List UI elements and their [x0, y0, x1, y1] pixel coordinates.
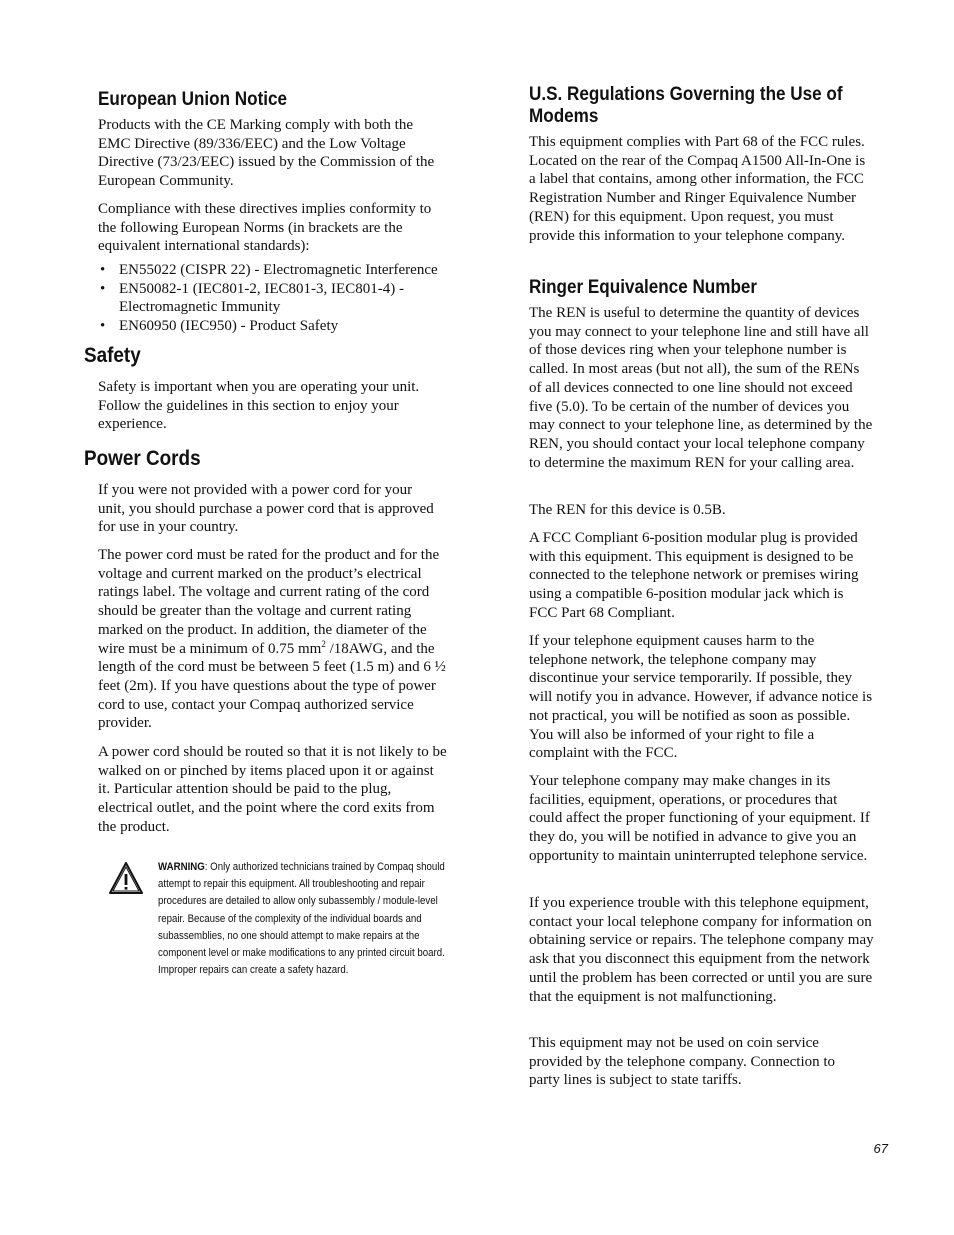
us-regulations-heading: U.S. Regulations Governing the Use of Modems: [529, 84, 843, 127]
warning-notice: WARNING: Only authorized technicians trained by Compaq should attempt to repair this equipment. All troubleshooting and repair procedures are detailed to allow only subassembly / module-level repair. Because of the complexity of the individual boards and subassemblies, no one should attempt to make repairs at the component level or make modifications to any printed circuit board. Improper repairs can create a safety hazard.: [158, 861, 445, 977]
list-item: • EN60950 (IEC950) - Product Safety: [98, 317, 458, 336]
safety-heading: Safety: [84, 344, 141, 367]
ren-para-6: If you experience trouble with this telephone equipment, contact your local telephone company for information on obtaining service or repairs. The telephone company may ask that you disconnect this equipment from the network until the problem has been corrected or until you are sure that the equipment is not malfunctioning.: [529, 895, 874, 1005]
us-regulations-para: This equipment complies with Part 68 of the FCC rules. Located on the rear of the Compaq A1500 All-In-One is a label that contains, among other information, the FCC Registration Number and Ringer Equivalence Number (REN) for this equipment. Upon request, you must provide this information to your telephone company.: [529, 134, 866, 244]
power-cords-para-2: The power cord must be rated for the product and for the voltage and current marked on the product’s electrical ratings label. The voltage and current rating of the cord should be greater than the voltage and current rating marked on the product. In addition, the diameter of the wire must be a minimum of 0.75 $mm^2$ /18AWG, and the length of the cord must be between 5 feet (1.5 m) and 6 ½ feet (2m). If you have questions about the type of power cord to use, contact your Compaq authorized service provider.: [98, 547, 446, 732]
list-item: • EN55022 (CISPR 22) - Electromagnetic Interference: [98, 261, 458, 280]
page-number: 67: [873, 1141, 888, 1156]
ren-para-5: Your telephone company may make changes in its facilities, equipment, operations, or procedures that could affect the proper functioning of your equipment. If they do, you will be notified in advance to give you an opportunity to maintain uninterrupted telephone service.: [529, 773, 870, 864]
power-cords-para-3: A power cord should be routed so that it is not likely to be walked on or pinched by items placed upon it or against it. Particular attention should be paid to the plug, electrical outlet, and the point where the cord exits from the product.: [98, 744, 447, 835]
eu-norms-list: [98, 261, 458, 336]
ren-para-2: The REN for this device is 0.5B.: [529, 502, 726, 518]
list-item: • EN50082-1 (IEC801-2, IEC801-3, IEC801-4) - Electromagnetic Immunity: [98, 280, 458, 317]
eu-notice-para-2: Compliance with these directives implies conformity to the following European Norms (in brackets are the equivalent international standards):: [98, 201, 432, 255]
ren-para-1: The REN is useful to determine the quantity of devices you may connect to your telephone line and still have all of those devices ring when your telephone number is called. In most areas (but not all), the sum of the RENs of all devices connected to one line should not exceed five (5.0). To be certain of the number of devices you may connect to your telephone line, as determined by the REN, you should contact your local telephone company to determine the maximum REN for your calling area.: [529, 305, 873, 471]
safety-para: Safety is important when you are operating your unit. Follow the guidelines in this section to enjoy your experience.: [98, 379, 420, 433]
power-cords-para-1: If you were not provided with a power cord for your unit, you should purchase a power cord that is approved for use in your country.: [98, 482, 434, 536]
eu-notice-para-1: Products with the CE Marking comply with both the EMC Directive (89/336/EEC) and the Low Voltage Directive (73/23/EEC) issued by the Commission of the European Community.: [98, 117, 435, 190]
ren-heading: Ringer Equivalence Number: [529, 277, 758, 298]
power-cords-heading: Power Cords: [84, 447, 201, 470]
ren-para-7: This equipment may not be used on coin service provided by the telephone company. Connection to party lines is subject to state tariffs.: [529, 1035, 836, 1089]
ren-para-3: A FCC Compliant 6-position modular plug is provided with this equipment. This equipment is designed to be connected to the telephone network or premises wiring using a compatible 6-position modular jack which is FCC Part 68 Compliant.: [529, 530, 859, 621]
warning-triangle-icon: [108, 860, 144, 896]
eu-notice-heading: European Union Notice: [98, 89, 288, 110]
ren-para-4: If your telephone equipment causes harm to the telephone network, the telephone company may discontinue your service temporarily. If possible, they will notify you in advance. However, if advance notice is not practical, you will be notified as soon as possible. You will also be informed of your right to file a complaint with the FCC.: [529, 633, 873, 762]
